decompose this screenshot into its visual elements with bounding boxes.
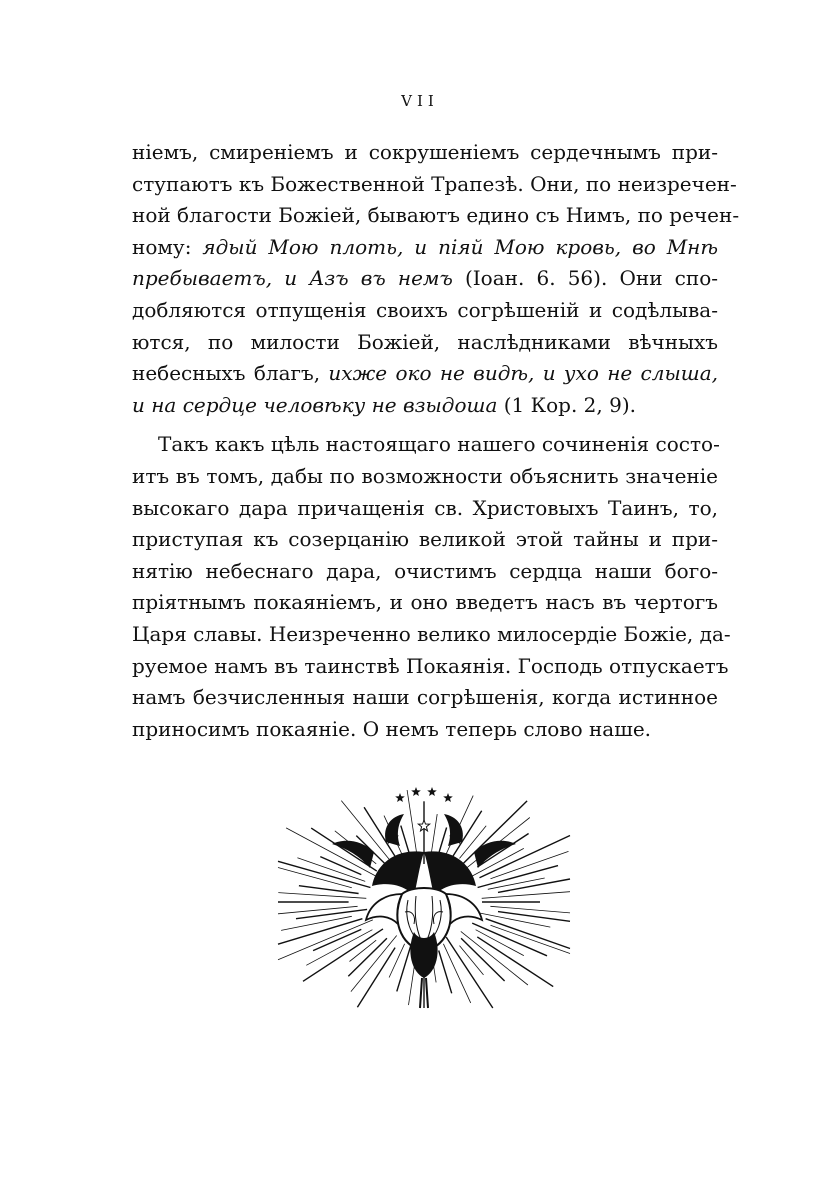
text-run: приступая къ созерцанію великой этой тайны и при- — [132, 527, 718, 552]
text-run: руемое намъ въ таинствѣ Покаянія. Господь отпускаетъ — [132, 653, 729, 678]
text-run: ются, по милости Божіей, наслѣдниками вѣчныхъ — [132, 329, 718, 354]
text-run: ному: — [132, 234, 203, 259]
italic-quote: и на сердце человѣку не взыдоша — [132, 392, 498, 417]
text-run: небесныхъ благъ, — [132, 361, 329, 386]
text-line — [132, 714, 718, 746]
text-run: ніемъ, смиреніемъ и сокрушеніемъ сердечнымъ при- — [132, 140, 718, 164]
text-line — [132, 295, 718, 327]
body-text — [132, 137, 740, 745]
text-line — [132, 137, 718, 169]
text-line — [132, 619, 731, 651]
text-run: пріятнымъ покаяніемъ, и оно введетъ насъ въ чертогъ — [132, 590, 718, 615]
paragraph — [132, 429, 731, 745]
text-line — [132, 524, 718, 556]
text-line — [132, 263, 718, 295]
text-line — [132, 651, 729, 683]
italic-quote: пребываетъ, и Азъ въ немъ — [132, 266, 453, 291]
text-line — [132, 169, 737, 201]
text-line — [132, 587, 718, 619]
text-run: нятію небеснаго дара, очистимъ сердца наши бого- — [132, 558, 718, 583]
text-line — [132, 682, 718, 714]
text-line — [132, 461, 718, 493]
text-line — [132, 429, 718, 461]
text-line — [132, 556, 718, 588]
text-run: (Іоан. 6. 56). Они спо- — [452, 266, 718, 291]
page-number: VII — [401, 92, 439, 110]
text-line — [132, 493, 718, 525]
paragraph — [132, 137, 740, 421]
text-line — [132, 200, 740, 232]
text-line — [132, 358, 718, 390]
text-line — [132, 232, 718, 264]
text-line — [132, 390, 718, 422]
text-run: ступаютъ къ Божественной Трапезѣ. Они, по неизречен- — [132, 171, 737, 196]
text-run: приносимъ покаяніе. О немъ теперь слово наше. — [132, 716, 652, 741]
text-run: итъ въ томъ, дабы по возможности объяснить значеніе — [132, 463, 718, 488]
text-run: Такъ какъ цѣль настоящаго нашего сочиненія состо- — [158, 432, 720, 457]
text-run: ной благости Божіей, бываютъ едино съ Нимъ, по речен- — [132, 203, 740, 228]
italic-quote: ядый Мою плоть, и піяй Мою кровь, во Мнѣ — [202, 234, 718, 259]
text-line — [132, 327, 718, 359]
text-run: Царя славы. Неизреченно велико милосердіе Божіе, да- — [132, 621, 731, 646]
text-run: (1 Кор. 2, 9). — [497, 392, 636, 417]
italic-quote: ихже око не видѣ, и ухо не слыша, — [328, 361, 718, 386]
flower-vignette-icon — [274, 782, 574, 1012]
text-run: добляются отпущенія своихъ согрѣшеній и содѣлыва- — [132, 297, 718, 322]
text-run: высокаго дара причащенія св. Христовыхъ Таинъ, то, — [132, 495, 718, 520]
text-run: намъ безчисленныя наши согрѣшенія, когда истинное — [132, 685, 718, 710]
